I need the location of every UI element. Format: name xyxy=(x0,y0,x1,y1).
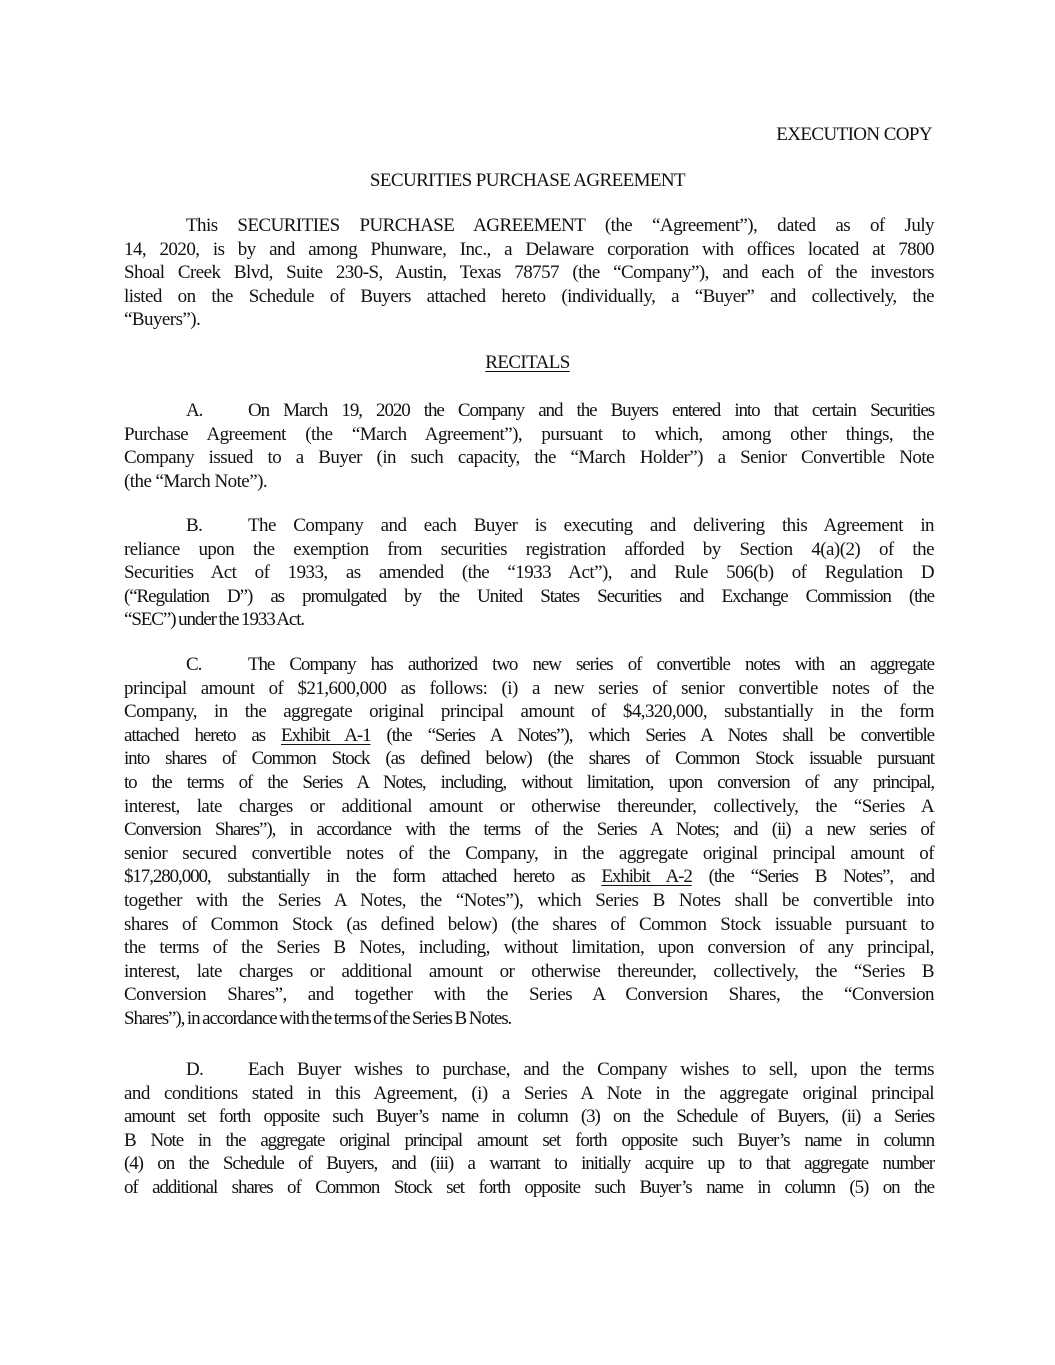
recital-line: Shares”), in accordance with the terms of the Series B Notes. xyxy=(124,1007,512,1029)
recital-line: “SEC”) under the 1933 Act. xyxy=(124,609,305,631)
recital-line: together with the Series A Notes, the “Notes”), which Series B Notes shall be convertible into xyxy=(124,889,934,911)
intro-line: listed on the Schedule of Buyers attached hereto (individually, a “Buyer” and collectively, the xyxy=(124,285,934,307)
recital-line: of additional shares of Common Stock set forth opposite such Buyer’s name in column (5) on the xyxy=(124,1176,934,1198)
recital-line: B. The Company and each Buyer is executing and delivering this Agreement in xyxy=(186,515,934,536)
document-title: SECURITIES PURCHASE AGREEMENT xyxy=(369,170,686,191)
recital-line: principal amount of $21,600,000 as follows: (i) a new series of senior convertible notes of the xyxy=(124,677,934,699)
recital-c xyxy=(124,653,934,1031)
recital-line: interest, late charges or additional amount or otherwise thereunder, collectively, the “Series A xyxy=(124,795,934,817)
recital-label: C. xyxy=(186,654,202,675)
recital-b xyxy=(124,514,934,632)
recital-line: $17,280,000, substantially in the form attached hereto as Exhibit A-2 (the “Series B Notes”, and xyxy=(124,866,935,888)
intro-line: Shoal Creek Blvd, Suite 230-S, Austin, Texas 78757 (the “Company”), and each of the investors xyxy=(124,262,934,284)
recital-a xyxy=(124,399,934,493)
recital-line: Conversion Shares”, and together with the Series A Conversion Shares, the “Conversion xyxy=(124,984,934,1006)
recital-line: A. On March 19, 2020 the Company and the Buyers entered into that certain Securities xyxy=(186,400,934,421)
recital-line: Purchase Agreement (the “March Agreement”), pursuant to which, among other things, the xyxy=(124,423,934,445)
recital-line: the terms of the Series B Notes, including, without limitation, upon conversion of any principal, xyxy=(124,937,934,959)
execution-copy-label: EXECUTION COPY xyxy=(776,124,932,145)
intro-line: 14, 2020, is by and among Phunware, Inc., a Delaware corporation with offices located at 7800 xyxy=(124,238,934,260)
recital-line: Conversion Shares”), in accordance with the terms of the Series A Notes; and (ii) a new series of xyxy=(124,819,934,841)
recital-line: reliance upon the exemption from securities registration afforded by Section 4(a)(2) of the xyxy=(124,538,934,560)
recital-line: B Note in the aggregate original principal amount set forth opposite such Buyer’s name in column xyxy=(124,1129,934,1151)
recitals-heading: RECITALS xyxy=(485,352,570,373)
exhibit-a1-reference: Exhibit A-1 xyxy=(281,724,371,746)
recital-line: into shares of Common Stock (as defined below) (the shares of Common Stock issuable pursuant xyxy=(124,748,934,770)
recital-line: C. The Company has authorized two new series of convertible notes with an aggregate xyxy=(186,654,934,675)
recital-line: and conditions stated in this Agreement, (i) a Series A Note in the aggregate original principal xyxy=(124,1082,934,1104)
recital-line: (4) on the Schedule of Buyers, and (iii) a warrant to initially acquire up to that aggregate number xyxy=(124,1153,934,1175)
recital-line: Company issued to a Buyer (in such capacity, the “March Holder”) a Senior Convertible Note xyxy=(124,447,934,469)
recital-line: senior secured convertible notes of the Company, in the aggregate original principal amount of xyxy=(124,842,934,864)
recital-d xyxy=(124,1058,934,1200)
recital-line: attached hereto as Exhibit A-1 (the “Series A Notes”), which Series A Notes shall be convertible xyxy=(124,724,934,746)
recital-line: to the terms of the Series A Notes, including, without limitation, upon conversion of any principal, xyxy=(124,771,934,793)
recital-label: A. xyxy=(186,400,203,421)
recital-line: amount set forth opposite such Buyer’s name in column (3) on the Schedule of Buyers, (ii) a Series xyxy=(124,1106,934,1128)
recital-line: D. Each Buyer wishes to purchase, and the Company wishes to sell, upon the terms xyxy=(186,1059,934,1080)
recital-line: (the “March Note”). xyxy=(124,470,268,492)
recital-line: (“Regulation D”) as promulgated by the United States Securities and Exchange Commission (the xyxy=(124,585,934,607)
intro-line: This SECURITIES PURCHASE AGREEMENT (the “Agreement”), dated as of July xyxy=(186,215,934,236)
intro-paragraph xyxy=(124,214,934,332)
exhibit-a2-reference: Exhibit A-2 xyxy=(601,866,692,888)
recital-label: B. xyxy=(186,515,203,536)
intro-line: “Buyers”). xyxy=(124,309,201,331)
recital-line: Securities Act of 1933, as amended (the “1933 Act”), and Rule 506(b) of Regulation D xyxy=(124,562,934,584)
recital-line: shares of Common Stock (as defined below) (the shares of Common Stock issuable pursuant to xyxy=(124,913,934,935)
recital-label: D. xyxy=(186,1059,204,1080)
recital-line: interest, late charges or additional amount or otherwise thereunder, collectively, the “Series B xyxy=(124,960,934,982)
recital-line: Company, in the aggregate original principal amount of $4,320,000, substantially in the form xyxy=(124,701,934,723)
